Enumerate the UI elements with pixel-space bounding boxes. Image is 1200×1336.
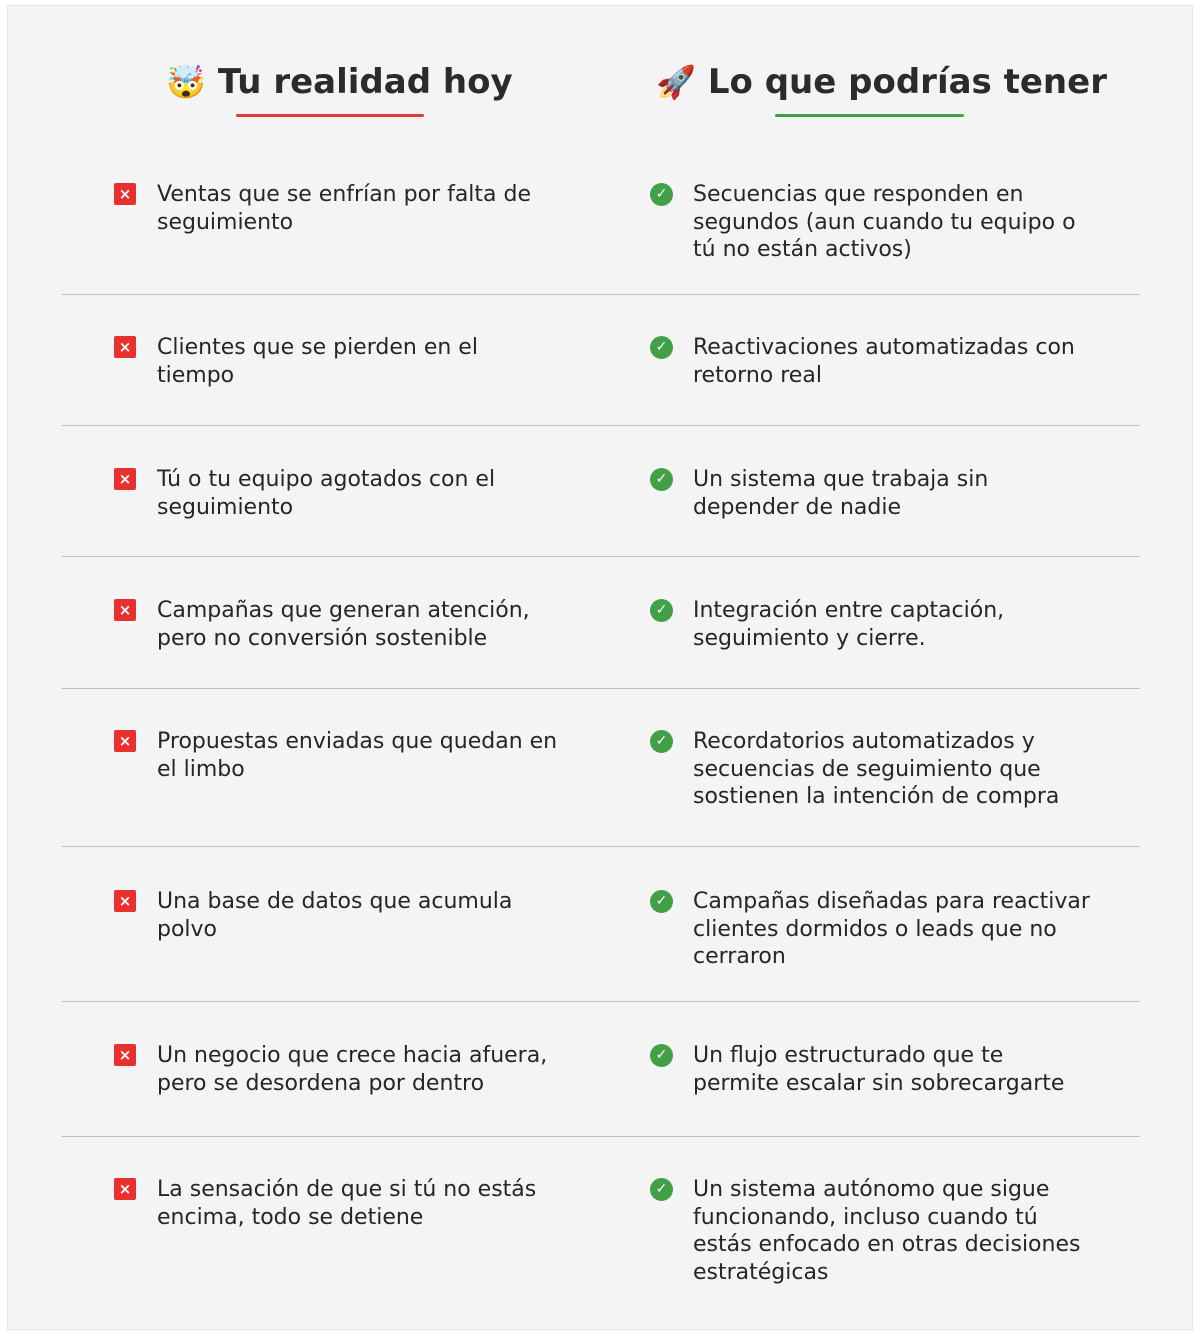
- solutions-title-underline: [775, 114, 964, 117]
- row-divider: [62, 1001, 1140, 1002]
- check-circle-icon: ✓: [650, 730, 673, 753]
- check-circle-icon: ✓: [650, 599, 673, 622]
- solution-text-line: sostienen la intención de compra: [693, 784, 1060, 809]
- solution-text: [693, 1042, 1064, 1097]
- problem-text-line: el limbo: [157, 756, 245, 782]
- solution-text-line: clientes dormidos o leads que no: [693, 916, 1057, 942]
- solution-text-line: secuencias de seguimiento que: [693, 756, 1041, 782]
- rocket-icon: 🚀: [656, 63, 696, 101]
- problems-heading: [166, 62, 513, 102]
- problem-text-line: Campañas que generan atención,: [157, 598, 530, 623]
- row-divider: [62, 294, 1140, 295]
- solution-text-line: depender de nadie: [693, 494, 902, 520]
- problem-text-line: Propuestas enviadas que quedan en: [157, 729, 558, 754]
- solution-text: [693, 597, 1004, 652]
- check-circle-icon: ✓: [650, 890, 673, 913]
- problem-text-line: seguimiento: [157, 494, 294, 520]
- x-mark-icon: ×: [114, 890, 136, 912]
- problem-text: [157, 334, 478, 389]
- solution-text-line: Secuencias que responden en: [693, 182, 1024, 207]
- solution-text-line: tú no están activos): [693, 237, 912, 262]
- problem-text: [157, 1042, 547, 1097]
- x-mark-icon: ×: [114, 730, 136, 752]
- problem-text: [157, 888, 512, 943]
- check-circle-icon: ✓: [650, 1178, 673, 1201]
- solutions-heading: [656, 62, 1107, 102]
- problem-text-line: encima, todo se detiene: [157, 1204, 424, 1230]
- check-circle-icon: ✓: [650, 336, 673, 359]
- exploding-head-icon: 🤯: [166, 63, 206, 101]
- problem-text: [157, 1176, 536, 1231]
- check-circle-icon: ✓: [650, 183, 673, 206]
- problem-text-line: La sensación de que si tú no estás: [157, 1177, 537, 1202]
- comparison-card: [7, 5, 1193, 1330]
- problem-text: [157, 181, 531, 236]
- x-mark-icon: ×: [114, 1178, 136, 1200]
- problem-text-line: seguimiento: [157, 209, 294, 235]
- solution-text-line: funcionando, incluso cuando tú: [693, 1204, 1038, 1230]
- solution-text-line: Un sistema autónomo que sigue: [693, 1177, 1050, 1202]
- check-circle-icon: ✓: [650, 468, 673, 491]
- x-mark-icon: ×: [114, 336, 136, 358]
- solution-text-line: Campañas diseñadas para reactivar: [693, 889, 1090, 914]
- row-divider: [62, 846, 1140, 847]
- problem-text-line: Clientes que se pierden en el: [157, 335, 478, 360]
- solutions-title: Lo que podrías tener: [707, 62, 1107, 102]
- solution-text-line: estratégicas: [693, 1259, 829, 1285]
- problem-text-line: Un negocio que crece hacia afuera,: [157, 1043, 548, 1068]
- solution-text-line: Un flujo estructurado que te: [693, 1043, 1004, 1068]
- comparison-header: [8, 6, 1192, 146]
- solution-text: [693, 466, 988, 521]
- solution-text-line: Integración entre captación,: [693, 598, 1005, 623]
- solution-text-line: Recordatorios automatizados y: [693, 729, 1035, 754]
- solution-text: [693, 334, 1075, 389]
- solution-text-line: permite escalar sin sobrecargarte: [693, 1070, 1065, 1096]
- x-mark-icon: ×: [114, 468, 136, 490]
- solution-text: [693, 888, 1090, 971]
- problem-text-line: Ventas que se enfrían por falta de: [157, 182, 532, 207]
- problem-text-line: tiempo: [157, 362, 235, 388]
- solution-text-line: seguimiento y cierre.: [693, 625, 926, 651]
- solution-text-line: retorno real: [693, 362, 822, 388]
- solution-text: [693, 728, 1059, 811]
- problem-text-line: Una base de datos que acumula: [157, 889, 513, 914]
- solution-text-line: Reactivaciones automatizadas con: [693, 335, 1075, 360]
- problem-text-line: pero no conversión sostenible: [157, 625, 488, 651]
- row-divider: [62, 556, 1140, 557]
- solution-text-line: cerraron: [693, 944, 786, 969]
- x-mark-icon: ×: [114, 183, 136, 205]
- row-divider: [62, 425, 1140, 426]
- problems-title: Tu realidad hoy: [217, 62, 513, 102]
- solution-text-line: Un sistema que trabaja sin: [693, 467, 989, 492]
- problem-text: [157, 597, 530, 652]
- problems-title-underline: [236, 114, 424, 117]
- problem-text-line: pero se desordena por dentro: [157, 1070, 485, 1096]
- row-divider: [62, 1136, 1140, 1137]
- problem-text: [157, 466, 495, 521]
- x-mark-icon: ×: [114, 599, 136, 621]
- solution-text: [693, 181, 1076, 264]
- solution-text-line: estás enfocado en otras decisiones: [693, 1232, 1081, 1257]
- solution-text: [693, 1176, 1080, 1286]
- row-divider: [62, 688, 1140, 689]
- solution-text-line: segundos (aun cuando tu equipo o: [693, 209, 1076, 235]
- x-mark-icon: ×: [114, 1044, 136, 1066]
- problem-text-line: Tú o tu equipo agotados con el: [157, 467, 496, 492]
- check-circle-icon: ✓: [650, 1044, 673, 1067]
- problem-text-line: polvo: [157, 916, 218, 942]
- problem-text: [157, 728, 557, 783]
